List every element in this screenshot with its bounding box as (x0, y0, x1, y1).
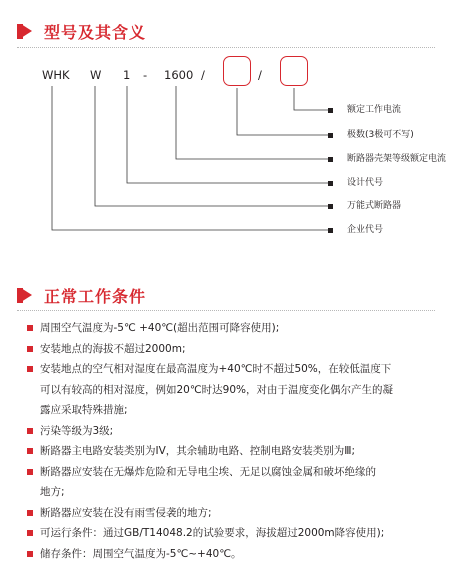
code-company: WHK (42, 68, 70, 82)
code-dash: - (143, 68, 147, 82)
section-title-conditions (17, 283, 146, 307)
leader-end-marker (328, 133, 333, 138)
list-item: 断路器应安装在无爆炸危险和无导电尘埃、无足以腐蚀金属和破坏绝缘的 (27, 462, 442, 483)
code-slash-2: / (258, 68, 262, 82)
leader-end-marker (328, 228, 333, 233)
leader-end-marker (328, 204, 333, 209)
leader-design (127, 86, 328, 183)
list-item: 可运行条件：通过GB/T14048.2的试验要求，海拔超过2000m降容使用); (27, 523, 442, 544)
list-item: 断路器主电路安装类别为IV，其余辅助电路、控制电路安装类别为Ⅲ; (27, 441, 442, 462)
meaning-frame-current: 断路器壳架等级额定电流 (347, 153, 446, 165)
leader-breaker-type (95, 86, 328, 206)
section-title-model (17, 19, 146, 43)
section-title-text: 正常工作条件 (44, 284, 146, 307)
poles-slot (223, 56, 251, 86)
bullet-icon (27, 469, 33, 475)
leader-frame-current (176, 86, 328, 159)
list-item: 断路器应安装在没有雨雪侵袭的地方; (27, 503, 442, 524)
leader-end-marker (328, 108, 333, 113)
meaning-poles: 极数(3极可不写) (347, 129, 414, 141)
section-divider (17, 47, 435, 48)
leader-end-marker (328, 181, 333, 186)
leader-rated-current (294, 88, 328, 110)
rated-current-slot (280, 56, 308, 86)
conditions-list (27, 318, 442, 564)
bullet-icon (27, 346, 33, 352)
list-item: 污染等级为3级; (27, 421, 442, 442)
bullet-icon (27, 366, 33, 372)
list-item-continued: 地方; (27, 482, 442, 503)
list-item-continued: 露应采取特殊措施; (27, 400, 442, 421)
list-item-continued: 可以有较高的相对湿度，例如20℃时达90%，对由于温度变化偶尔产生的凝 (27, 380, 442, 401)
leader-end-marker (328, 157, 333, 162)
leader-poles (237, 88, 328, 135)
bullet-icon (27, 325, 33, 331)
meaning-company: 企业代号 (347, 224, 383, 236)
code-slash-1: / (201, 68, 205, 82)
section-title-text: 型号及其含义 (44, 20, 146, 43)
bullet-icon (27, 448, 33, 454)
list-item: 安装地点的海拔不超过2000m; (27, 339, 442, 360)
bullet-icon (27, 530, 33, 536)
section-arrow-icon (17, 288, 32, 303)
section-arrow-icon (17, 24, 32, 39)
meaning-rated-current: 额定工作电流 (347, 104, 401, 116)
bullet-icon (27, 551, 33, 557)
meaning-design: 设计代号 (347, 177, 383, 189)
code-design: 1 (123, 68, 130, 82)
leader-company (52, 86, 328, 230)
bullet-icon (27, 510, 33, 516)
list-item: 储存条件：周围空气温度为-5℃~+40℃。 (27, 544, 442, 564)
list-item: 安装地点的空气相对湿度在最高温度为+40℃时不超过50%，在较低温度下 (27, 359, 442, 380)
code-breaker-type: W (90, 68, 101, 82)
section-divider (17, 310, 435, 311)
meaning-breaker-type: 万能式断路器 (347, 200, 401, 212)
code-frame-current: 1600 (164, 68, 193, 82)
bullet-icon (27, 428, 33, 434)
list-item: 周围空气温度为-5℃ +40℃(超出范围可降容使用); (27, 318, 442, 339)
